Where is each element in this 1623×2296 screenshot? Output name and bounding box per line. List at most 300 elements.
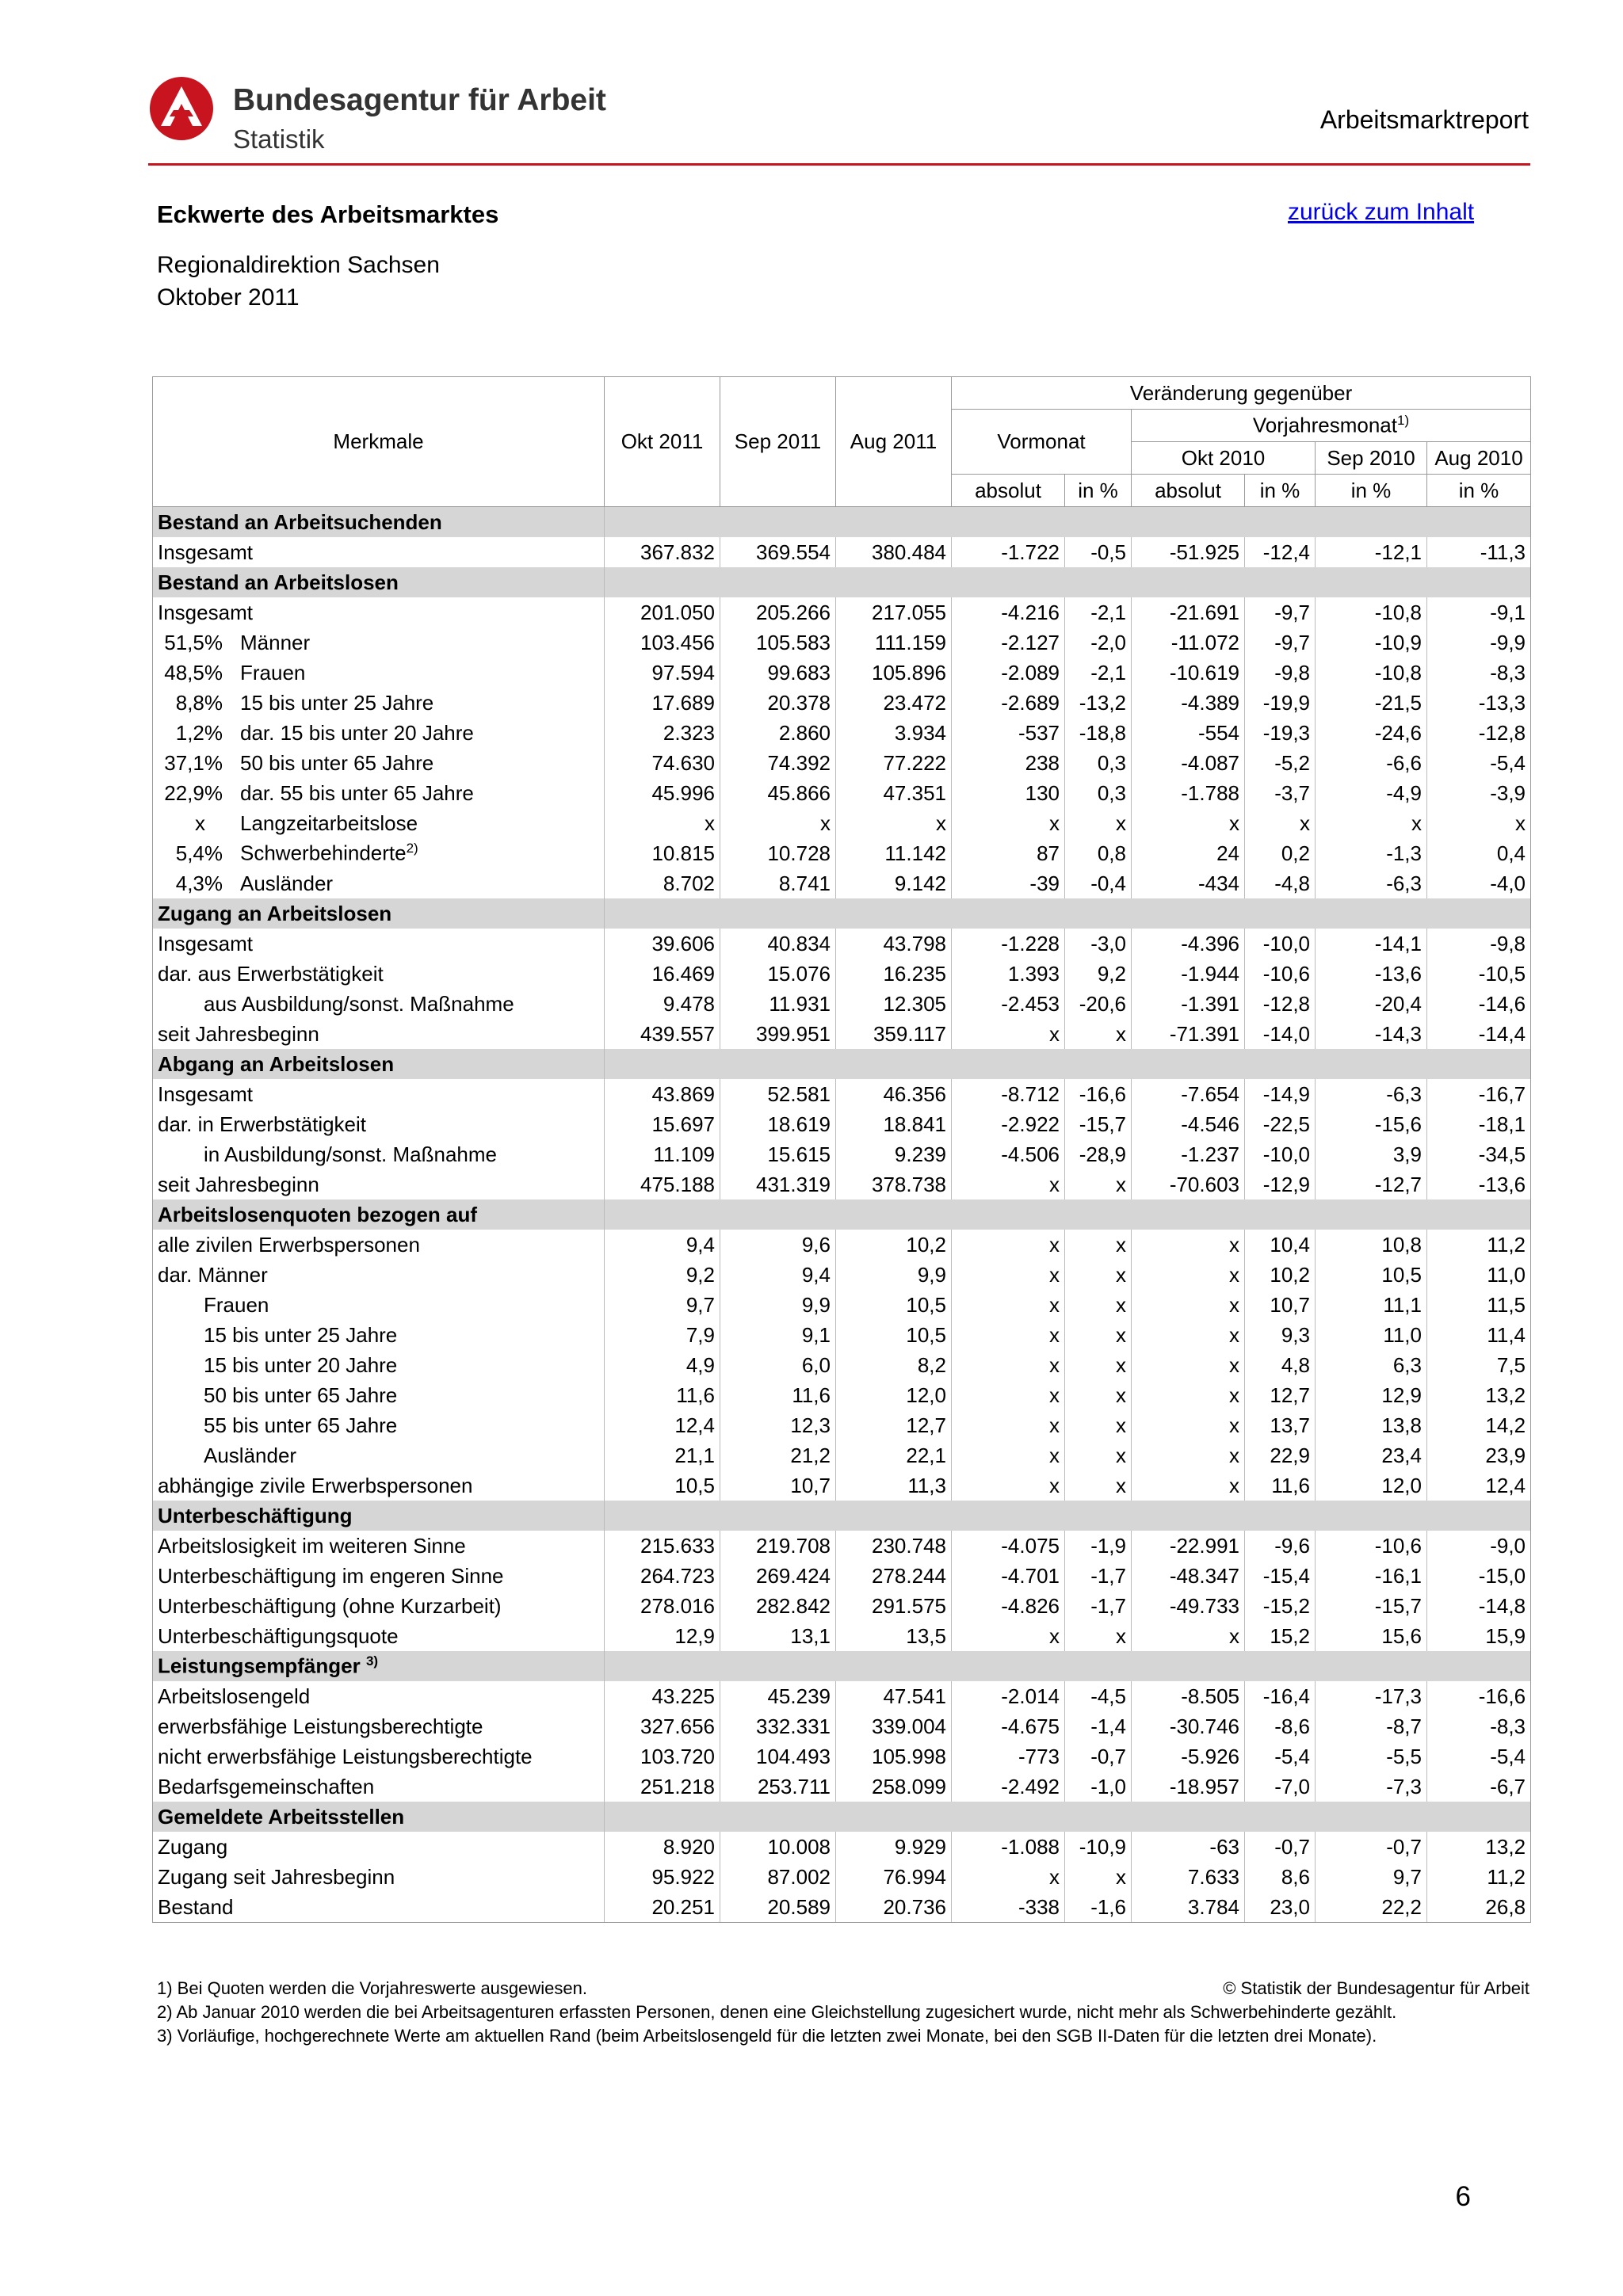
table-cell: 9.142 [836,868,952,898]
table-cell: 15.076 [720,959,836,989]
table-cell: 13,5 [836,1621,952,1651]
table-cell: -3,7 [1245,778,1316,808]
table-cell: -34,5 [1427,1139,1531,1169]
table-cell: -9,7 [1245,597,1316,627]
table-cell: x [1065,1410,1132,1440]
table-cell: 7,5 [1427,1350,1531,1380]
table-cell: -1,3 [1316,838,1427,868]
table-cell: 47.541 [836,1681,952,1711]
table-cell: -0,7 [1316,1832,1427,1862]
table-cell: 367.832 [605,537,720,567]
table-row [153,1711,1531,1741]
table-cell: -6,7 [1427,1772,1531,1802]
table-cell: x [952,1260,1065,1290]
table-cell: -12,8 [1245,989,1316,1019]
table-cell: -14,1 [1316,929,1427,959]
table-cell: 6,3 [1316,1350,1427,1380]
table-cell: x [1065,1230,1132,1260]
table-cell: -13,3 [1427,688,1531,718]
table-cell: 11.109 [605,1139,720,1169]
header-veraenderung: Veränderung gegenüber [952,377,1531,410]
row-label: 15 bis unter 20 Jahre [153,1350,605,1380]
table-cell: -9,9 [1427,627,1531,658]
share-percent: 1,2% [175,720,223,745]
table-cell: 0,2 [1245,838,1316,868]
table-cell: -4.546 [1132,1109,1245,1139]
table-cell: x [1065,1380,1132,1410]
table-cell: 11,1 [1316,1290,1427,1320]
row-label: 8,8% 15 bis unter 25 Jahre [153,688,605,718]
header-in-pct: in % [1065,475,1132,507]
table-cell: 9.478 [605,989,720,1019]
table-cell: 23,4 [1316,1440,1427,1470]
table-cell: -15,4 [1245,1561,1316,1591]
table-row [153,1741,1531,1772]
table-cell: 0,4 [1427,838,1531,868]
table-cell: -12,1 [1316,537,1427,567]
header-sep-2011: Sep 2011 [720,377,836,507]
table-cell: 111.159 [836,627,952,658]
row-label: x Langzeitarbeitslose [153,808,605,838]
table-cell: -4.506 [952,1139,1065,1169]
table-cell: 130 [952,778,1065,808]
table-cell: 74.630 [605,748,720,778]
header-in-pct: in % [1316,475,1427,507]
table-cell: 8.920 [605,1832,720,1862]
table-cell: -4,8 [1245,868,1316,898]
row-label: 37,1% 50 bis unter 65 Jahre [153,748,605,778]
table-cell: -49.733 [1132,1591,1245,1621]
table-cell: -10,0 [1245,929,1316,959]
table-cell: x [1132,1320,1245,1350]
table-cell: 18.841 [836,1109,952,1139]
table-cell: 97.594 [605,658,720,688]
row-label: Insgesamt [153,537,605,567]
table-cell: -4,5 [1065,1681,1132,1711]
table-cell: -28,9 [1065,1139,1132,1169]
table-cell: 12,9 [605,1621,720,1651]
table-cell: x [1316,808,1427,838]
table-cell: -9,8 [1427,929,1531,959]
header-vormonat: Vormonat [952,410,1132,475]
table-cell: 95.922 [605,1862,720,1892]
table-cell: x [952,1320,1065,1350]
table-cell: 24 [1132,838,1245,868]
table-cell: x [1132,808,1245,838]
org-subtitle: Statistik [233,124,325,154]
table-row [153,1320,1531,1350]
table-cell: 11,2 [1427,1862,1531,1892]
table-cell: -0,5 [1065,537,1132,567]
table-cell: 439.557 [605,1019,720,1049]
row-label: Arbeitslosigkeit im weiteren Sinne [153,1531,605,1561]
table-row [153,1862,1531,1892]
share-percent: 51,5% [164,630,223,654]
table-cell: 23,9 [1427,1440,1531,1470]
row-label: Frauen [153,1290,605,1320]
table-cell: x [605,808,720,838]
table-cell: x [952,1470,1065,1501]
table-cell: 9,2 [1065,959,1132,989]
table-cell: 11,4 [1427,1320,1531,1350]
table-cell: 282.842 [720,1591,836,1621]
table-cell: 76.994 [836,1862,952,1892]
table-cell: -14,3 [1316,1019,1427,1049]
table-cell: 43.225 [605,1681,720,1711]
table-cell: -1,7 [1065,1561,1132,1591]
table-cell: x [1065,1169,1132,1199]
section-row: Bestand an Arbeitsuchenden [153,507,1531,538]
table-cell: -2,1 [1065,597,1132,627]
table-cell: 8,6 [1245,1862,1316,1892]
table-cell: 8,2 [836,1350,952,1380]
table-cell: -15,7 [1316,1591,1427,1621]
table-cell: 22,1 [836,1440,952,1470]
table-cell: x [952,1169,1065,1199]
table-cell: 20.378 [720,688,836,718]
table-cell: -14,4 [1427,1019,1531,1049]
table-cell: -20,4 [1316,989,1427,1019]
table-cell: x [1132,1230,1245,1260]
table-cell: 201.050 [605,597,720,627]
table-cell: -2.453 [952,989,1065,1019]
row-label: Arbeitslosengeld [153,1681,605,1711]
header-merkmale: Merkmale [153,377,605,507]
row-label: seit Jahresbeginn [153,1169,605,1199]
table-row [153,1772,1531,1802]
region-label: Regionaldirektion Sachsen [157,252,440,278]
page-title: Eckwerte des Arbeitsmarktes [157,200,499,228]
table-cell: -8,6 [1245,1711,1316,1741]
table-cell: 77.222 [836,748,952,778]
table-cell: -4.675 [952,1711,1065,1741]
table-cell: -8.712 [952,1079,1065,1109]
table-cell: 105.896 [836,658,952,688]
section-row: Gemeldete Arbeitsstellen [153,1802,1531,1832]
table-row [153,778,1531,808]
table-row [153,688,1531,718]
row-label: Insgesamt [153,1079,605,1109]
table-cell: 269.424 [720,1561,836,1591]
table-cell: 278.244 [836,1561,952,1591]
section-row: Arbeitslosenquoten bezogen auf [153,1199,1531,1230]
table-cell: 12.305 [836,989,952,1019]
table-cell: -5,2 [1245,748,1316,778]
table-cell: 16.235 [836,959,952,989]
table-cell: 9,2 [605,1260,720,1290]
table-cell: -1.237 [1132,1139,1245,1169]
table-cell: 7,9 [605,1320,720,1350]
table-cell: 0,3 [1065,778,1132,808]
table-cell: 8.702 [605,868,720,898]
table-cell: 103.720 [605,1741,720,1772]
table-cell: -48.347 [1132,1561,1245,1591]
table-cell: 23,0 [1245,1892,1316,1923]
table-cell: 12,7 [836,1410,952,1440]
table-cell: 6,0 [720,1350,836,1380]
table-cell: x [1065,1320,1132,1350]
table-cell: 105.583 [720,627,836,658]
table-cell: 104.493 [720,1741,836,1772]
table-row [153,808,1531,838]
table-cell: -14,9 [1245,1079,1316,1109]
row-label: 1,2% dar. 15 bis unter 20 Jahre [153,718,605,748]
table-cell: -1,0 [1065,1772,1132,1802]
table-cell: -2.089 [952,658,1065,688]
table-cell: -9,7 [1245,627,1316,658]
table-row [153,1079,1531,1109]
table-cell: -13,6 [1316,959,1427,989]
table-cell: 10,7 [1245,1290,1316,1320]
table-cell: 11,6 [720,1380,836,1410]
table-row [153,627,1531,658]
footnote-3: 3) Vorläufige, hochgerechnete Werte am aktuellen Rand (beim Arbeitslosengeld für die letzten zwei Monate, bei den SGB II-Daten für die letzten drei Monate). [157,2026,1377,2046]
table-cell: -1.944 [1132,959,1245,989]
page-number: 6 [1455,2181,1471,2212]
table-cell: -10,6 [1245,959,1316,989]
table-cell: 99.683 [720,658,836,688]
row-label: Unterbeschäftigung (ohne Kurzarbeit) [153,1591,605,1621]
table-cell: x [952,1380,1065,1410]
table-cell: -0,4 [1065,868,1132,898]
table-cell: x [952,1621,1065,1651]
row-label: Zugang [153,1832,605,1862]
table-cell: -18,8 [1065,718,1132,748]
row-label: erwerbsfähige Leistungsberechtigte [153,1711,605,1741]
table-cell: -22,5 [1245,1109,1316,1139]
table-cell: x [1132,1470,1245,1501]
table-cell: -3,0 [1065,929,1132,959]
table-cell: -1.722 [952,537,1065,567]
table-cell: -11,3 [1427,537,1531,567]
table-cell: -6,3 [1316,1079,1427,1109]
row-label: aus Ausbildung/sonst. Maßnahme [153,989,605,1019]
period-label: Oktober 2011 [157,284,300,311]
section-row: Abgang an Arbeitslosen [153,1049,1531,1079]
table-cell: x [1427,808,1531,838]
table-cell: 8.741 [720,868,836,898]
table-cell: 21,1 [605,1440,720,1470]
table-cell: 20.736 [836,1892,952,1923]
table-cell: -15,2 [1245,1591,1316,1621]
table-cell: 20.251 [605,1892,720,1923]
table-cell: -63 [1132,1832,1245,1862]
table-cell: 10,7 [720,1470,836,1501]
table-cell: -434 [1132,868,1245,898]
table-cell: 230.748 [836,1531,952,1561]
table-cell: 475.188 [605,1169,720,1199]
table-cell: -2,1 [1065,658,1132,688]
table-cell: x [1065,1290,1132,1320]
table-cell: -12,4 [1245,537,1316,567]
table-row [153,1892,1531,1923]
table-cell: 4,8 [1245,1350,1316,1380]
header-absolut: absolut [1132,475,1245,507]
table-cell: 217.055 [836,597,952,627]
table-cell: -7.654 [1132,1079,1245,1109]
share-percent: 4,3% [175,871,223,895]
table-cell: x [1132,1440,1245,1470]
table-cell: 10,5 [1316,1260,1427,1290]
table-cell: -5,4 [1427,1741,1531,1772]
table-cell: 10,2 [836,1230,952,1260]
table-cell: 13,7 [1245,1410,1316,1440]
row-label: 50 bis unter 65 Jahre [153,1380,605,1410]
table-cell: x [1132,1410,1245,1440]
table-cell: 20.589 [720,1892,836,1923]
table-cell: 380.484 [836,537,952,567]
table-cell: 46.356 [836,1079,952,1109]
header-in-pct: in % [1427,475,1531,507]
table-cell: 9,4 [605,1230,720,1260]
footnote-1: 1) Bei Quoten werden die Vorjahreswerte ausgewiesen. [157,1978,587,1998]
table-cell: 9,7 [1316,1862,1427,1892]
table-cell: -6,3 [1316,868,1427,898]
table-cell: -4.701 [952,1561,1065,1591]
table-cell: 11.931 [720,989,836,1019]
table-cell: 378.738 [836,1169,952,1199]
table-cell: 43.798 [836,929,952,959]
share-percent: 8,8% [175,690,223,715]
table-cell: -0,7 [1245,1832,1316,1862]
table-cell: -4.087 [1132,748,1245,778]
table-cell: 10,4 [1245,1230,1316,1260]
table-row [153,989,1531,1019]
table-cell: x [952,1440,1065,1470]
table-cell: x [1132,1260,1245,1290]
table-cell: 1.393 [952,959,1065,989]
table-cell: 9,4 [720,1260,836,1290]
table-cell: -10,5 [1427,959,1531,989]
row-label: abhängige zivile Erwerbspersonen [153,1470,605,1501]
table-cell: x [1132,1290,1245,1320]
table-cell: -21,5 [1316,688,1427,718]
table-cell: -338 [952,1892,1065,1923]
share-percent: x [195,810,205,835]
table-cell: 18.619 [720,1109,836,1139]
labour-market-table [152,376,1531,1923]
table-cell: 11,5 [1427,1290,1531,1320]
table-cell: 47.351 [836,778,952,808]
table-cell: -10.619 [1132,658,1245,688]
table-cell: -554 [1132,718,1245,748]
table-row [153,718,1531,748]
table-cell: -10,8 [1316,658,1427,688]
table-cell: -8,7 [1316,1711,1427,1741]
table-cell: -1.391 [1132,989,1245,1019]
table-row [153,959,1531,989]
table-cell: -12,8 [1427,718,1531,748]
table-cell: x [952,1230,1065,1260]
table-cell: 219.708 [720,1531,836,1561]
table-cell: -16,1 [1316,1561,1427,1591]
table-cell: 14,2 [1427,1410,1531,1440]
table-cell: 87.002 [720,1862,836,1892]
table-cell: 13,2 [1427,1380,1531,1410]
row-label: dar. Männer [153,1260,605,1290]
table-cell: 2.323 [605,718,720,748]
table-row [153,868,1531,898]
table-cell: x [952,1410,1065,1440]
table-cell: x [836,808,952,838]
table-cell: x [1132,1380,1245,1410]
table-cell: 105.998 [836,1741,952,1772]
row-label: 51,5% Männer [153,627,605,658]
table-cell: 12,4 [1427,1470,1531,1501]
table-cell: 12,0 [1316,1470,1427,1501]
table-cell: -12,9 [1245,1169,1316,1199]
share-percent: 48,5% [164,660,223,685]
table-cell: x [1065,1621,1132,1651]
table-cell: -18,1 [1427,1109,1531,1139]
table-cell: -7,3 [1316,1772,1427,1802]
back-to-contents-link[interactable]: zurück zum Inhalt [1288,199,1475,225]
table-cell: -71.391 [1132,1019,1245,1049]
table-cell: -19,3 [1245,718,1316,748]
table-cell: 0,8 [1065,838,1132,868]
table-cell: 13,8 [1316,1410,1427,1440]
table-cell: 15,9 [1427,1621,1531,1651]
table-cell: -10,6 [1316,1531,1427,1561]
table-cell: 11,6 [1245,1470,1316,1501]
table-cell: -1.788 [1132,778,1245,808]
table-cell: -537 [952,718,1065,748]
table-cell: 369.554 [720,537,836,567]
table-cell: 251.218 [605,1772,720,1802]
table-cell: 9.239 [836,1139,952,1169]
table-cell: -1,7 [1065,1591,1132,1621]
table-cell: 258.099 [836,1772,952,1802]
table-cell: -9,8 [1245,658,1316,688]
table-cell: x [1065,1862,1132,1892]
table-cell: -15,0 [1427,1561,1531,1591]
row-label: seit Jahresbeginn [153,1019,605,1049]
header-divider [148,163,1530,166]
table-cell: 15.615 [720,1139,836,1169]
table-row [153,1470,1531,1501]
table-cell: 15,6 [1316,1621,1427,1651]
org-name: Bundesagentur für Arbeit [233,83,606,117]
row-label: 5,4% Schwerbehinderte$^{2)}$ [153,838,605,868]
table-cell: -16,6 [1065,1079,1132,1109]
table-cell: 11,0 [1316,1320,1427,1350]
table-cell: -13,2 [1065,688,1132,718]
table-cell: -4.075 [952,1531,1065,1561]
table-cell: -3,9 [1427,778,1531,808]
table-cell: -24,6 [1316,718,1427,748]
header-okt-2010: Okt 2010 [1132,442,1316,475]
table-cell: 10.815 [605,838,720,868]
table-cell: x [1245,808,1316,838]
table-cell: x [1132,1621,1245,1651]
table-cell: -1.228 [952,929,1065,959]
table-cell: 327.656 [605,1711,720,1741]
table-cell: -4,0 [1427,868,1531,898]
row-label: Ausländer [153,1440,605,1470]
table-cell: 21,2 [720,1440,836,1470]
table-cell: 9,9 [836,1260,952,1290]
table-row [153,1591,1531,1621]
table-cell: x [1065,1260,1132,1290]
table-cell: 238 [952,748,1065,778]
table-cell: 2.860 [720,718,836,748]
table-cell: -18.957 [1132,1772,1245,1802]
table-cell: -10,9 [1316,627,1427,658]
table-row [153,537,1531,567]
table-cell: 9,6 [720,1230,836,1260]
header-absolut: absolut [952,475,1065,507]
row-label: Unterbeschäftigungsquote [153,1621,605,1651]
